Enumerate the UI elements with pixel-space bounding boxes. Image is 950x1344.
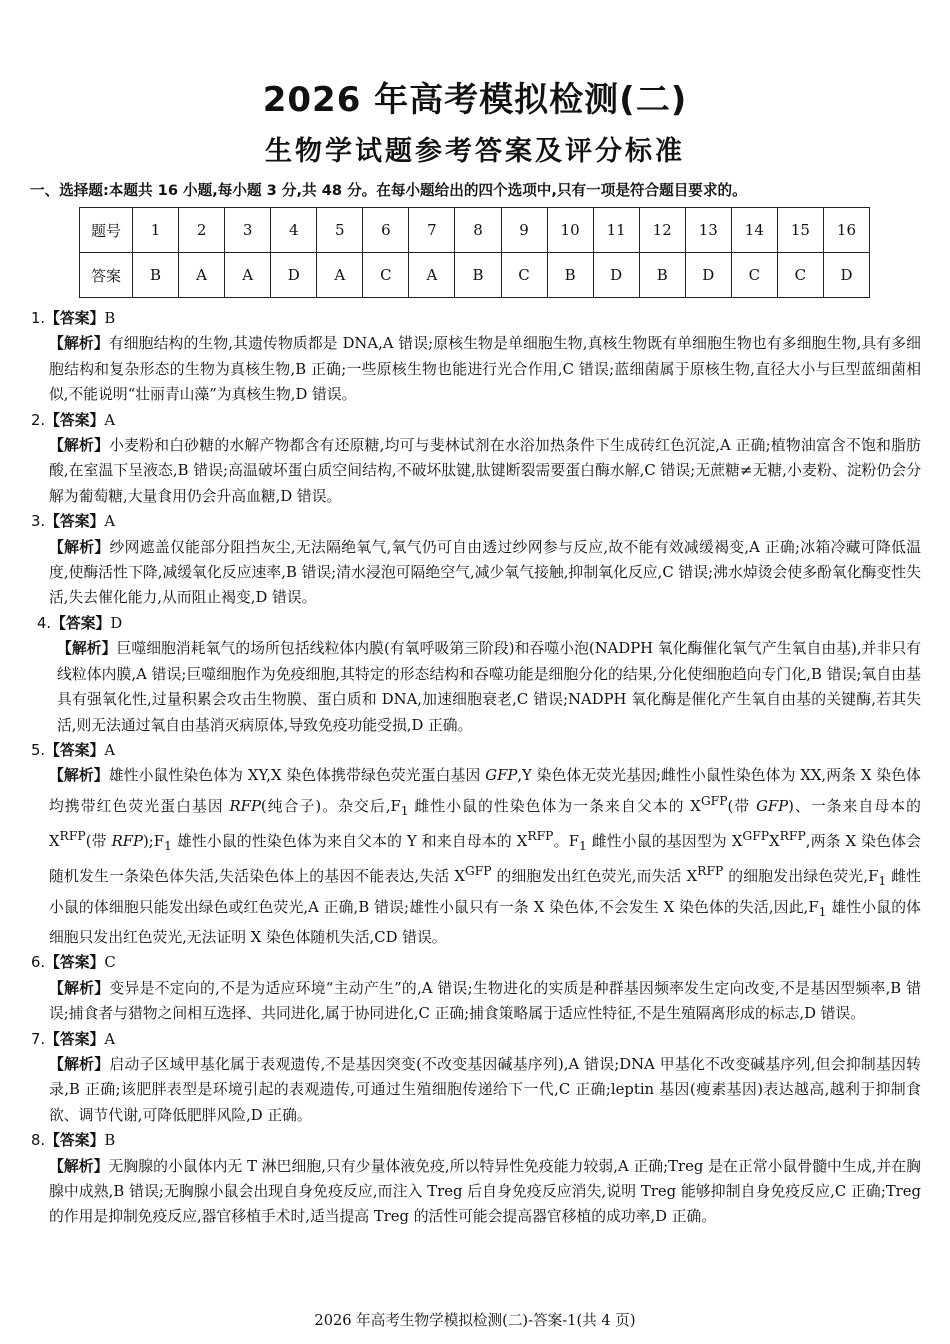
answer-value: B: [104, 1132, 116, 1150]
answer-table: [79, 207, 870, 298]
explanation-text: 小麦粉和白砂糖的水解产物都含有还原糖,均可与斐林试剂在水浴加热条件下生成砖红色沉淀,A 正确;植物油富含不饱和脂肪酸,在室温下呈液态,B 错误;高温破坏蛋白质空间结构,不破坏肽键,肽键断裂需要蛋白酶水解,C 错误;无蔗糖≠无糖,小麦粉、淀粉仍会分解为葡萄糖,大量食用仍会升高血糖,D 错误。: [49, 437, 921, 505]
explanations: [31, 306, 921, 1230]
answer-line: [31, 306, 921, 331]
table-cell-number: 8: [455, 208, 501, 253]
answer-label: 【答案】: [45, 1132, 105, 1150]
explanation: [31, 433, 921, 509]
table-cell-number: 2: [179, 208, 225, 253]
table-cell-number: 10: [547, 208, 593, 253]
table-cell-answer: B: [547, 253, 593, 298]
explain-label: 【解析】: [57, 640, 117, 658]
exam-subtitle: 生物学试题参考答案及评分标准: [265, 136, 685, 167]
answer-value: A: [104, 1030, 116, 1048]
answer-value: B: [104, 310, 116, 327]
explain-label: 【解析】: [49, 1157, 109, 1175]
explanation-text: 巨噬细胞消耗氧气的场所包括线粒体内膜(有氧呼吸第三阶段)和吞噬小泡(NADPH 氧化酶催化氧气产生氧自由基),并非只有线粒体内膜,A 错误;巨噬细胞作为免疫细胞,其特定的形态结构和吞噬功能是细胞分化的结果,分化使细胞趋向专门化,B 错误;氧自由基具有强氧化性,过量积累会攻击生物膜、蛋白质和 DNA,加速细胞衰老,C 错误;NADPH 氧化酶是催化产生氧自由基的关键酶,若其失活,则无法通过氧自由基消灭病原体,导致免疫功能受损,D 正确。: [57, 640, 921, 734]
answer-line: [31, 509, 921, 534]
table-cell-answer: D: [823, 253, 869, 298]
question-number: 8.: [31, 1132, 46, 1150]
question-number: 5.: [31, 741, 46, 759]
answer-label: 【答案】: [45, 310, 105, 327]
explanation-text: 有细胞结构的生物,其遗传物质都是 DNA,A 错误;原核生物是单细胞生物,真核生物既有单细胞生物也有多细胞生物,具有多细胞结构和复杂形态的生物为真核生物,B 正确;一些原核生物也能进行光合作用,C 错误;蓝细菌属于原核生物,直径大小与巨型蓝细菌相似,不能说明“壮丽青山藻”为真核生物,D 错误。: [49, 335, 921, 404]
table-cell-number: 13: [685, 208, 731, 253]
answer-line: [31, 950, 921, 975]
explain-label: 【解析】: [49, 979, 110, 997]
table-row-answers: [80, 253, 870, 298]
explain-label: 【解析】: [49, 1055, 110, 1073]
exam-title: 2026 年高考模拟检测(二): [262, 80, 688, 120]
table-cell-answer: C: [501, 253, 547, 298]
table-cell-answer: D: [685, 253, 731, 298]
question-block: [31, 408, 921, 510]
answer-line: [31, 1128, 921, 1153]
explanation: [31, 763, 921, 950]
answer-value: A: [104, 411, 116, 429]
table-cell-number: 11: [593, 208, 639, 253]
question-number: 4.: [37, 614, 52, 632]
table-cell-number: 1: [133, 208, 179, 253]
table-cell-number: 3: [225, 208, 271, 253]
table-header-question-number: 题号: [80, 208, 133, 253]
table-cell-answer: C: [731, 253, 777, 298]
explain-label: 【解析】: [49, 538, 110, 556]
table-row-numbers: [80, 208, 870, 253]
explanation: [31, 331, 921, 407]
table-cell-answer: C: [363, 253, 409, 298]
question-number: 7.: [31, 1030, 46, 1048]
section-heading: 一、选择题:本题共 16 小题,每小题 3 分,共 48 分。在每小题给出的四个选项中,只有一项是符合题目要求的。: [30, 182, 747, 199]
page-footer: 2026 年高考生物学模拟检测(二)-答案-1(共 4 页): [314, 1312, 636, 1329]
explanation: [31, 636, 921, 738]
answer-line: [31, 611, 921, 636]
explanation: [31, 1154, 921, 1230]
table-cell-answer: B: [133, 253, 179, 298]
explanation: [31, 535, 921, 611]
table-cell-answer: D: [271, 253, 317, 298]
answer-label: 【答案】: [45, 411, 105, 429]
question-block: [31, 1027, 921, 1129]
question-block: [31, 1128, 921, 1230]
table-cell-answer: D: [593, 253, 639, 298]
table-cell-number: 4: [271, 208, 317, 253]
question-block: [31, 611, 921, 738]
question-block: [31, 950, 921, 1026]
explanation-text: 变异是不定向的,不是为适应环境“主动产生”的,A 错误;生物进化的实质是种群基因频率发生定向改变,不是基因型频率,B 错误;捕食者与猎物之间相互选择、共同进化,属于协同进化,C 正确;捕食策略属于适应性特征,不是生殖隔离形成的标志,D 错误。: [49, 979, 921, 1023]
question-block: [31, 509, 921, 611]
answer-value: C: [104, 954, 116, 972]
table-cell-number: 14: [731, 208, 777, 253]
table-cell-answer: A: [225, 253, 271, 298]
table-cell-number: 7: [409, 208, 455, 253]
explanation-text: 启动子区域甲基化属于表观遗传,不是基因突变(不改变基因碱基序列),A 错误;DNA 甲基化不改变碱基序列,但会抑制基因转录,B 正确;该肥胖表型是环境引起的表观遗传,可通过生殖细胞传递给下一代,C 正确;leptin 基因(瘦素基因)表达越高,越利于抑制食欲、调节代谢,可降低肥胖风险,D 正确。: [49, 1055, 921, 1124]
answer-value: A: [104, 741, 116, 759]
explain-label: 【解析】: [49, 767, 109, 785]
table-cell-number: 12: [639, 208, 685, 253]
explain-label: 【解析】: [49, 335, 109, 353]
explanation-text: 无胸腺的小鼠体内无 T 淋巴细胞,只有少量体液免疫,所以特异性免疫能力较弱,A 正确;Treg 是在正常小鼠骨髓中生成,并在胸腺中成熟,B 错误;无胸腺小鼠会出现自身免疫反应,而注入 Treg 后自身免疫反应消失,说明 Treg 能够抑制自身免疫反应,C 正确;Treg 的作用是抑制免疫反应,器官移植手术时,适当提高 Treg 的活性可能会提高器官移植的成功率,D 正确。: [49, 1157, 921, 1226]
answer-label: 【答案】: [51, 614, 111, 632]
table-cell-answer: A: [317, 253, 363, 298]
table-cell-answer: C: [777, 253, 823, 298]
answer-value: A: [104, 513, 116, 531]
explanation-text: 纱网遮盖仅能部分阻挡灰尘,无法隔绝氧气,氧气仍可自由透过纱网参与反应,故不能有效减缓褐变,A 正确;冰箱冷藏可降低温度,使酶活性下降,减缓氧化反应速率,B 错误;清水浸泡可隔绝空气,减少氧气接触,抑制氧化反应,C 错误;沸水焯烫会使多酚氧化酶变性失活,失去催化能力,从而阻止褐变,D 错误。: [49, 538, 921, 607]
explanation: [31, 1052, 921, 1128]
table-cell-number: 15: [777, 208, 823, 253]
explanation-text: 雄性小鼠性染色体为 XY,X 染色体携带绿色荧光蛋白基因 GFP,Y 染色体无荧光基因;雌性小鼠性染色体为 XX,两条 X 染色体均携带红色荧光蛋白基因 RFP(纯合子)。杂交后$,F_1$ 雌性小鼠的性染色体为一条来自父本的 $X^{GFP}$(带 GFP)、一条来自母本的 $X^{RFP}$(带 $RFP);F_1$ 雄性小鼠的性染色体为来自父本的 Y 和来自母本的 $X^{RFP}$。$F_1$ 雌性小鼠的基因型为 $X^{GFP}X^{RFP}$,两条 X 染色体会随机发生一条染色体失活,失活染色体上的基因不能表达,失活 $X^{GFP}$ 的细胞发出红色荧光,而失活 $X^{RFP}$ 的细胞发出绿色荧光$,F_1$ 雌性小鼠的体细胞只能发出绿色或红色荧光,A 正确,B 错误;雄性小鼠只有一条 X 染色体,不会发生 X 染色体的失活,因此$,F_1$ 雄性小鼠的体细胞只发出红色荧光,无法证明 X 染色体随机失活,CD 错误。: [49, 767, 921, 946]
question-block: [31, 306, 921, 408]
question-number: 6.: [31, 954, 46, 972]
table-cell-answer: A: [409, 253, 455, 298]
answer-line: [31, 408, 921, 433]
table-cell-number: 9: [501, 208, 547, 253]
answer-label: 【答案】: [45, 741, 105, 759]
question-number: 1.: [31, 310, 46, 327]
question-block: [31, 738, 921, 950]
answer-line: [31, 1027, 921, 1052]
answer-label: 【答案】: [45, 954, 105, 972]
table-cell-number: 6: [363, 208, 409, 253]
explanation: [31, 976, 921, 1027]
explain-label: 【解析】: [49, 437, 110, 455]
table-cell-answer: B: [639, 253, 685, 298]
answer-label: 【答案】: [45, 1030, 105, 1048]
question-number: 2.: [31, 411, 46, 429]
table-cell-number: 16: [823, 208, 869, 253]
table-cell-number: 5: [317, 208, 363, 253]
table-cell-answer: A: [179, 253, 225, 298]
answer-line: [31, 738, 921, 763]
answer-label: 【答案】: [45, 513, 105, 531]
question-number: 3.: [31, 513, 46, 531]
table-header-answer: 答案: [80, 253, 133, 298]
table-cell-answer: B: [455, 253, 501, 298]
answer-value: D: [110, 614, 123, 632]
